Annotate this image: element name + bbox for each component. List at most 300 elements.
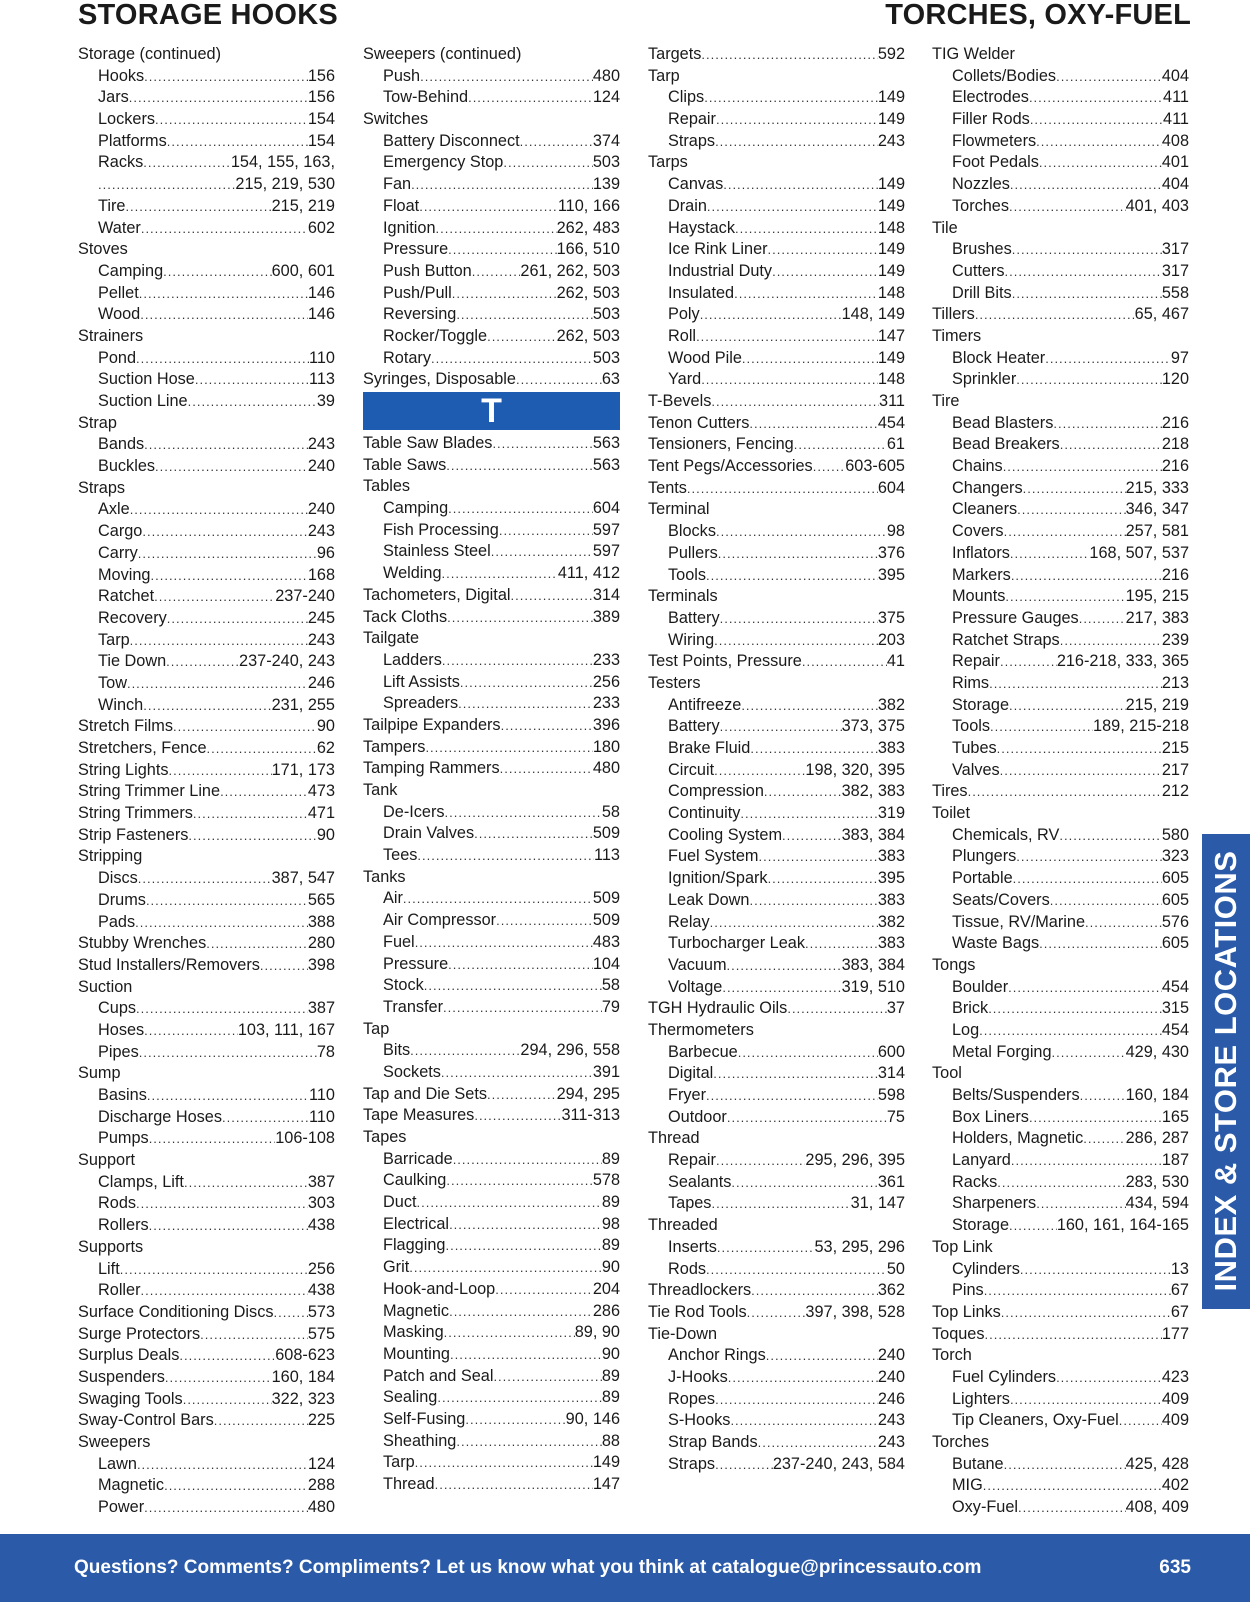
page-reference[interactable]: 156 [307, 88, 335, 107]
page-reference[interactable]: 573 [307, 1302, 335, 1321]
page-reference[interactable]: 41 [886, 652, 905, 671]
page-reference[interactable]: 592 [877, 45, 905, 63]
page-reference[interactable]: 243 [307, 435, 335, 454]
page-reference[interactable]: 165 [1161, 1107, 1189, 1126]
entry-term: Axle [98, 500, 130, 519]
page-reference[interactable]: 240 [307, 457, 335, 476]
page-reference[interactable]: 110 [309, 1086, 335, 1104]
page-reference[interactable]: 149 [877, 261, 905, 280]
page-reference[interactable]: 257, 581 [1125, 522, 1189, 541]
page-reference[interactable]: 88 [601, 1431, 620, 1450]
page-reference[interactable]: 411 [1163, 88, 1189, 107]
dot-leader [758, 1432, 878, 1454]
page-reference[interactable]: 89 [601, 1193, 620, 1212]
page-reference[interactable]: 233 [592, 650, 620, 669]
index-entry [78, 1367, 335, 1389]
page-reference[interactable]: 454 [1161, 977, 1189, 996]
page-reference[interactable]: 256 [307, 1259, 335, 1278]
page-reference[interactable]: 391 [592, 1062, 620, 1081]
page-reference[interactable]: 397, 398, 528 [805, 1302, 905, 1321]
page-reference[interactable]: 147 [592, 1475, 620, 1493]
page-reference[interactable]: 110 [309, 348, 335, 367]
dot-leader [1004, 1454, 1126, 1476]
page-reference[interactable]: 217, 383 [1125, 608, 1189, 627]
index-entry [648, 1280, 905, 1302]
page-reference[interactable]: 89, 90 [574, 1323, 620, 1342]
index-entry [932, 1324, 1189, 1346]
page-reference[interactable]: 383 [877, 890, 905, 909]
dot-leader [979, 1020, 1162, 1042]
page-reference[interactable]: 216 [1161, 457, 1189, 476]
page-reference[interactable]: 563 [592, 434, 620, 452]
page-reference[interactable]: 67 [1170, 1302, 1189, 1321]
page-reference[interactable]: 97 [1170, 348, 1189, 367]
page-reference[interactable]: 509 [592, 889, 620, 908]
page-reference[interactable]: 294, 296, 558 [520, 1041, 620, 1060]
page-reference[interactable]: 50 [886, 1259, 905, 1278]
page-reference[interactable]: 471 [307, 804, 335, 823]
page-reference[interactable]: 154 [307, 110, 335, 129]
entry-term: Sealing [383, 1388, 438, 1407]
page-reference[interactable]: 288 [307, 1476, 335, 1495]
page-reference[interactable]: 602 [307, 218, 335, 237]
page-reference[interactable]: 286 [592, 1301, 620, 1320]
page-reference[interactable]: 283, 530 [1125, 1172, 1189, 1191]
page-reference[interactable]: 147 [877, 326, 905, 345]
entry-term: Surface Conditioning Discs [78, 1302, 274, 1321]
page-reference[interactable]: 31, 147 [850, 1194, 905, 1213]
page-reference[interactable]: 13 [1170, 1259, 1189, 1278]
page-reference[interactable]: 154, 155, 163, [230, 153, 335, 172]
page-reference[interactable]: 166, 510 [556, 240, 620, 259]
entry-term: Wood [98, 305, 141, 324]
page-reference[interactable]: 180 [592, 737, 620, 756]
page-reference[interactable]: 387 [307, 999, 335, 1018]
page-reference[interactable]: 243 [877, 1433, 905, 1451]
page-reference[interactable]: 239 [1161, 630, 1189, 649]
page-reference[interactable]: 187 [1161, 1151, 1189, 1170]
entry-term: Tissue, RV/Marine [952, 912, 1086, 931]
page-reference[interactable]: 480 [592, 66, 620, 85]
page-reference[interactable]: 375 [877, 608, 905, 627]
page-reference[interactable]: 237-240, 243, 584 [772, 1454, 905, 1473]
page-reference[interactable]: 237-240, 243 [239, 652, 335, 671]
page-reference[interactable]: 149 [877, 240, 905, 259]
page-reference[interactable]: 216-218, 333, 365 [1056, 652, 1189, 671]
index-subentry [648, 1367, 905, 1389]
index-entry [78, 1324, 335, 1346]
page-reference[interactable]: 395 [877, 565, 905, 584]
page-reference[interactable]: 387 [307, 1172, 335, 1191]
page-reference[interactable]: 177 [1161, 1324, 1189, 1343]
page-reference[interactable]: 104 [592, 954, 620, 973]
page-reference[interactable]: 189, 215-218 [1093, 717, 1189, 736]
page-reference[interactable]: 79 [601, 997, 620, 1016]
index-subentry [932, 651, 1189, 673]
page-reference[interactable]: 317 [1161, 261, 1189, 280]
page-reference[interactable]: 243 [877, 1411, 905, 1430]
page-reference[interactable]: 213 [1161, 673, 1189, 692]
page-reference[interactable]: 376 [877, 543, 905, 562]
page-reference[interactable]: 382, 383 [841, 782, 905, 801]
page-reference[interactable]: 398 [307, 955, 335, 974]
index-entry [648, 998, 905, 1020]
page-reference[interactable]: 203 [877, 630, 905, 649]
page-reference[interactable]: 89 [601, 1388, 620, 1407]
page-reference[interactable]: 603-605 [845, 457, 905, 476]
index-entry [363, 585, 620, 607]
entry-term: Relay [668, 912, 710, 931]
dot-leader [711, 391, 879, 413]
entry-term: Tire [932, 392, 960, 410]
page-reference[interactable]: 311-313 [561, 1106, 620, 1125]
dot-leader [98, 174, 235, 196]
index-subentry [363, 888, 620, 910]
page-reference[interactable]: 438 [307, 1281, 335, 1300]
page-reference[interactable]: 480 [307, 1498, 335, 1517]
page-reference[interactable]: 58 [601, 802, 620, 821]
index-entry [648, 456, 905, 478]
page-reference[interactable]: 90 [601, 1258, 620, 1277]
page-reference[interactable]: 198, 320, 395 [805, 760, 905, 779]
page-reference[interactable]: 90 [316, 825, 335, 844]
page-reference[interactable]: 149 [877, 348, 905, 367]
page-reference[interactable]: 580 [1161, 825, 1189, 844]
page-reference[interactable]: 216 [1161, 413, 1189, 432]
page-reference[interactable]: 90 [601, 1344, 620, 1363]
page-reference[interactable]: 483 [592, 932, 620, 951]
page-reference[interactable]: 58 [601, 976, 620, 995]
page-reference[interactable]: 395 [877, 869, 905, 888]
page-reference[interactable]: 382 [877, 695, 905, 714]
index-subentry [78, 174, 335, 196]
page-reference[interactable]: 237-240 [275, 587, 335, 606]
page-reference[interactable]: 243 [307, 522, 335, 541]
index-subentry [363, 1366, 620, 1388]
page-reference[interactable]: 408, 409 [1125, 1498, 1189, 1517]
page-reference[interactable]: 240 [877, 1346, 905, 1365]
page-reference[interactable]: 245 [307, 608, 335, 627]
page-reference[interactable]: 39 [316, 392, 335, 410]
page-reference[interactable]: 286, 287 [1125, 1129, 1189, 1148]
index-subentry [648, 521, 905, 543]
page-reference[interactable]: 195, 215 [1125, 587, 1189, 606]
dot-leader [1045, 348, 1171, 370]
page-reference[interactable]: 604 [877, 478, 905, 497]
entry-term: Sockets [383, 1062, 441, 1081]
page-reference[interactable]: 146 [307, 283, 335, 302]
index-subentry [363, 520, 620, 542]
dot-leader [165, 1367, 272, 1389]
page-reference[interactable]: 148 [877, 283, 905, 302]
page-reference[interactable]: 240 [307, 500, 335, 519]
page-reference[interactable]: 605 [1161, 890, 1189, 909]
index-subentry [78, 283, 335, 305]
page-reference[interactable]: 311 [879, 392, 905, 410]
dot-leader [155, 456, 308, 478]
page-reference[interactable]: 578 [592, 1171, 620, 1190]
dot-leader [984, 1280, 1171, 1302]
index-subentry [363, 1474, 620, 1496]
page-reference[interactable]: 600 [877, 1042, 905, 1061]
page-reference[interactable]: 171, 173 [271, 760, 335, 779]
page-reference[interactable]: 231, 255 [271, 695, 335, 714]
dot-leader [136, 998, 308, 1020]
page-reference[interactable]: 383 [877, 847, 905, 866]
page-reference[interactable]: 62 [316, 739, 335, 757]
page-reference[interactable]: 98 [886, 522, 905, 541]
page-reference[interactable]: 597 [592, 520, 620, 539]
page-reference[interactable]: 374 [592, 131, 620, 150]
page-reference[interactable]: 98 [601, 1214, 620, 1233]
index-entry [363, 758, 620, 780]
page-reference[interactable]: 294, 295 [556, 1084, 620, 1103]
page-reference[interactable]: 262, 483 [556, 218, 620, 237]
page-reference[interactable]: 90 [316, 717, 335, 736]
index-entry [648, 586, 905, 608]
page-reference[interactable]: 314 [877, 1064, 905, 1083]
page-reference[interactable]: 160, 184 [271, 1367, 335, 1386]
page-reference[interactable]: 576 [1161, 912, 1189, 931]
dot-leader [501, 715, 593, 737]
page-reference[interactable]: 53, 295, 296 [814, 1237, 905, 1256]
index-entry [78, 760, 335, 782]
page-reference[interactable]: 75 [886, 1107, 905, 1126]
side-tab-index[interactable] [1202, 834, 1250, 1309]
page-reference[interactable]: 608-623 [275, 1346, 335, 1365]
page-reference[interactable]: 454 [877, 413, 905, 432]
entry-term: Tarp [648, 66, 680, 85]
dot-leader [154, 586, 275, 608]
page-reference[interactable]: 148 [877, 218, 905, 237]
page-reference[interactable]: 600, 601 [271, 261, 335, 280]
dot-leader [136, 348, 309, 370]
page-reference[interactable]: 383, 384 [841, 825, 905, 844]
page-reference[interactable]: 78 [316, 1042, 335, 1061]
page-reference[interactable]: 124 [592, 88, 620, 107]
page-reference[interactable]: 149 [877, 110, 905, 129]
page-reference[interactable]: 408 [1161, 131, 1189, 150]
page-reference[interactable]: 124 [307, 1454, 335, 1473]
page-reference[interactable]: 240 [877, 1367, 905, 1386]
dot-leader [1059, 825, 1161, 847]
page-reference[interactable]: 256 [592, 672, 620, 691]
page-reference[interactable]: 246 [877, 1389, 905, 1408]
page-reference[interactable]: 373, 375 [841, 717, 905, 736]
page-reference[interactable]: 215 [1161, 739, 1189, 757]
page-reference[interactable]: 61 [886, 435, 905, 454]
page-reference[interactable]: 89 [601, 1366, 620, 1385]
index-entry [363, 1019, 620, 1041]
page-reference[interactable]: 388 [307, 912, 335, 931]
page-reference[interactable]: 509 [592, 911, 620, 930]
page-reference[interactable]: 322, 323 [271, 1389, 335, 1408]
page-reference[interactable]: 575 [307, 1324, 335, 1343]
page-reference[interactable]: 383 [877, 934, 905, 953]
index-subentry [78, 1497, 335, 1519]
page-reference[interactable]: 346, 347 [1125, 500, 1189, 519]
page-reference[interactable]: 96 [316, 543, 335, 562]
index-subentry [932, 760, 1189, 782]
page-reference[interactable]: 425, 428 [1125, 1454, 1189, 1473]
index-subentry [78, 1172, 335, 1194]
page-reference[interactable]: 317 [1161, 240, 1189, 259]
entry-term: Electrical [383, 1214, 450, 1233]
page-reference[interactable]: 168, 507, 537 [1089, 543, 1189, 562]
page-reference[interactable]: 604 [592, 499, 620, 518]
index-subentry [932, 738, 1189, 760]
entry-term: Timers [932, 326, 982, 345]
dot-leader [139, 1042, 317, 1064]
entry-term: Holders, Magnetic [952, 1129, 1084, 1148]
page-reference[interactable]: 280 [307, 934, 335, 953]
page-reference[interactable]: 563 [592, 455, 620, 474]
page-reference[interactable]: 233 [592, 694, 620, 713]
entry-term: Inflators [952, 543, 1010, 562]
page-reference[interactable]: 160, 161, 164-165 [1056, 1216, 1189, 1235]
page-reference[interactable]: 106-108 [275, 1129, 335, 1148]
page-reference[interactable]: 454 [1161, 1020, 1189, 1039]
page-reference[interactable]: 598 [877, 1086, 905, 1104]
index-subentry [648, 131, 905, 153]
page-reference[interactable]: 605 [1161, 869, 1189, 888]
page-reference[interactable]: 149 [877, 88, 905, 107]
page-reference[interactable]: 480 [592, 759, 620, 778]
page-reference[interactable]: 65, 467 [1134, 305, 1189, 324]
page-reference[interactable]: 216 [1161, 565, 1189, 584]
index-subentry [78, 304, 335, 326]
page-reference[interactable]: 212 [1161, 782, 1189, 801]
entry-term: Pads [98, 912, 136, 931]
page-reference[interactable]: 67 [1170, 1281, 1189, 1300]
page-reference[interactable]: 110 [309, 1107, 335, 1126]
page-reference[interactable]: 361 [877, 1172, 905, 1191]
page-reference[interactable]: 323 [1161, 847, 1189, 866]
page-reference[interactable]: 262, 503 [556, 326, 620, 345]
page-reference[interactable]: 148, 149 [841, 305, 905, 324]
page-reference[interactable]: 315 [1161, 999, 1189, 1018]
index-entry [648, 651, 905, 673]
page-reference[interactable]: 314 [592, 585, 620, 604]
page-reference[interactable]: 383 [877, 739, 905, 757]
index-subentry [78, 890, 335, 912]
page-reference[interactable]: 411 [1163, 110, 1189, 129]
page-reference[interactable]: 156 [307, 66, 335, 85]
page-reference[interactable]: 89 [601, 1236, 620, 1255]
page-reference[interactable]: 90, 146 [565, 1409, 620, 1428]
page-reference[interactable]: 409 [1161, 1411, 1189, 1430]
page-reference[interactable]: 149 [877, 175, 905, 194]
page-reference[interactable]: 120 [1161, 370, 1189, 389]
page-reference[interactable]: 404 [1161, 66, 1189, 85]
page-reference[interactable]: 139 [592, 175, 620, 194]
page-reference[interactable]: 387, 547 [271, 869, 335, 888]
page-reference[interactable]: 402 [1161, 1476, 1189, 1495]
entry-term: Storage [952, 1216, 1010, 1235]
page-reference[interactable]: 503 [592, 348, 620, 367]
page-reference[interactable]: 110, 166 [557, 196, 620, 215]
page-reference[interactable]: 473 [307, 782, 335, 801]
page-reference[interactable]: 558 [1161, 283, 1189, 302]
index-entry [648, 44, 905, 66]
page-reference[interactable]: 396 [592, 715, 620, 734]
page-reference[interactable]: 168 [307, 565, 335, 584]
page-reference[interactable]: 262, 503 [556, 283, 620, 302]
page-reference[interactable]: 303 [307, 1194, 335, 1213]
page-reference[interactable]: 605 [1161, 934, 1189, 953]
entry-term: Water [98, 218, 141, 237]
dot-leader [1009, 196, 1126, 218]
index-entry [648, 1215, 905, 1237]
page-reference[interactable]: 597 [592, 542, 620, 561]
page-reference[interactable]: 423 [1161, 1367, 1189, 1386]
page-reference[interactable]: 113 [594, 846, 620, 865]
dot-leader [1039, 933, 1162, 955]
page-reference[interactable]: 362 [877, 1281, 905, 1300]
page-reference[interactable]: 383, 384 [841, 955, 905, 974]
page-reference[interactable]: 503 [592, 305, 620, 324]
page-reference[interactable]: 103, 111, 167 [237, 1020, 335, 1039]
index-subentry [648, 196, 905, 218]
page-reference[interactable]: 63 [601, 370, 620, 389]
page-reference[interactable]: 404 [1161, 175, 1189, 194]
entry-term: Air [383, 889, 403, 908]
page-reference[interactable]: 565 [307, 890, 335, 909]
page-reference[interactable]: 160, 184 [1125, 1086, 1189, 1104]
page-reference[interactable]: 409 [1161, 1389, 1189, 1408]
page-reference[interactable]: 215, 219 [1125, 695, 1189, 714]
page-reference[interactable]: 215, 333 [1125, 478, 1189, 497]
page-reference[interactable]: 148 [877, 370, 905, 389]
page-reference[interactable]: 434, 594 [1125, 1194, 1189, 1213]
index-subentry [932, 131, 1189, 153]
page-reference[interactable]: 149 [592, 1453, 620, 1472]
page-reference[interactable]: 217 [1161, 760, 1189, 779]
page-reference[interactable]: 215, 219 [271, 196, 335, 215]
page-reference[interactable]: 204 [592, 1279, 620, 1298]
dot-leader [1000, 760, 1162, 782]
entry-term: Changers [952, 478, 1023, 497]
page-reference[interactable]: 37 [886, 999, 905, 1018]
page-reference[interactable]: 401 [1161, 153, 1189, 172]
page-reference[interactable]: 149 [877, 196, 905, 215]
page-reference[interactable]: 319, 510 [841, 977, 905, 996]
entry-term: Tarp [383, 1453, 415, 1472]
page-reference[interactable]: 243 [877, 131, 905, 150]
page-reference[interactable]: 218 [1161, 435, 1189, 454]
page-reference[interactable]: 225 [307, 1411, 335, 1430]
page-reference[interactable]: 401, 403 [1125, 196, 1189, 215]
page-reference[interactable]: 438 [307, 1216, 335, 1235]
page-reference[interactable]: 295, 296, 395 [805, 1151, 905, 1170]
page-reference[interactable]: 509 [592, 824, 620, 843]
page-reference[interactable]: 429, 430 [1125, 1042, 1189, 1061]
page-reference[interactable]: 261, 262, 503 [520, 261, 620, 280]
page-reference[interactable]: 154 [307, 131, 335, 150]
page-reference[interactable]: 89 [601, 1149, 620, 1168]
page-reference[interactable]: 246 [307, 673, 335, 692]
page-reference[interactable]: 113 [309, 370, 335, 389]
page-reference[interactable]: 382 [877, 912, 905, 931]
page-reference[interactable]: 319 [877, 804, 905, 823]
page-reference[interactable]: 503 [592, 153, 620, 172]
page-reference[interactable]: 389 [592, 607, 620, 626]
page-reference[interactable]: 243 [307, 630, 335, 649]
page-reference[interactable]: 215, 219, 530 [235, 175, 335, 194]
page-reference[interactable]: 411, 412 [557, 564, 620, 583]
page-reference[interactable]: 146 [307, 305, 335, 324]
dot-leader [728, 1367, 878, 1389]
